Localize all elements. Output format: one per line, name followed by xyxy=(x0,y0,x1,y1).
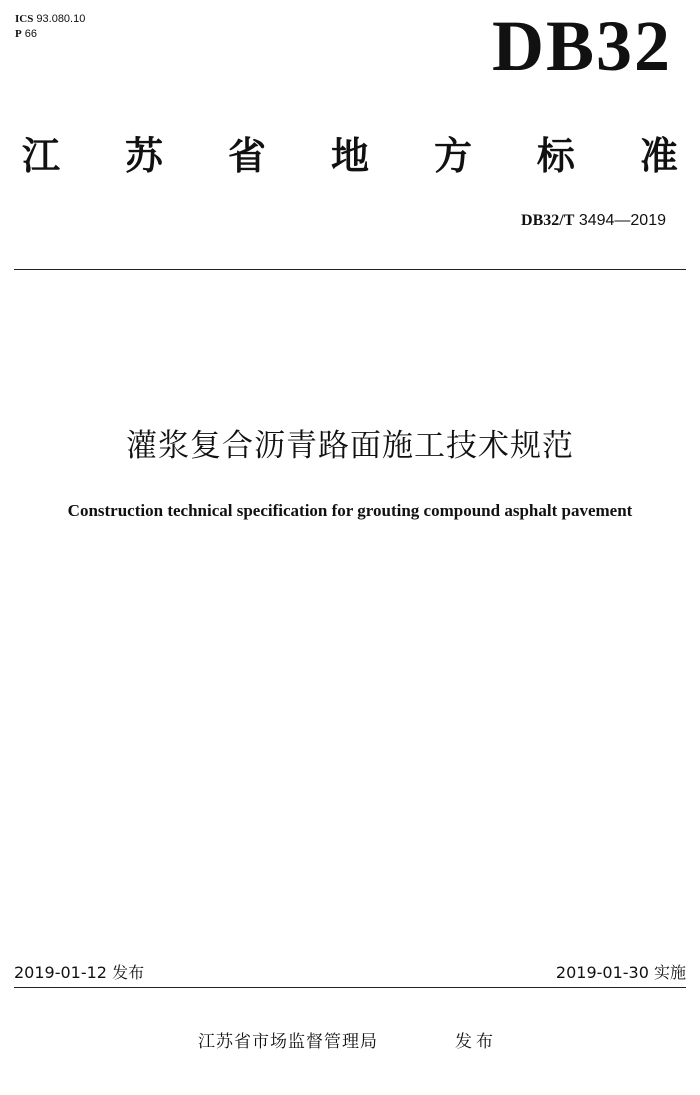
standard-number-prefix: DB32/T xyxy=(521,212,575,229)
standard-type-char: 江 xyxy=(22,134,61,178)
english-title: Construction technical specification for grouting compound asphalt pavement xyxy=(67,501,633,520)
standard-type-char: 苏 xyxy=(124,134,163,178)
db32-logo: DB32 xyxy=(491,6,672,86)
ccs-label: P xyxy=(15,28,22,40)
standard-number xyxy=(521,210,666,232)
chinese-title: 灌浆复合沥青路面施工技术规范 xyxy=(126,428,574,464)
ccs-line xyxy=(15,27,85,42)
top-divider xyxy=(14,269,686,270)
ics-code: 93.080.10 xyxy=(36,13,86,25)
ics-line xyxy=(15,12,85,27)
standard-type-char: 标 xyxy=(536,134,575,178)
standard-type-char: 省 xyxy=(227,134,266,178)
standard-type-char: 地 xyxy=(330,134,369,178)
implementation-date: 2019-01-30 实施 xyxy=(555,963,686,982)
standard-type-char: 方 xyxy=(433,134,472,178)
ics-label: ICS xyxy=(15,13,34,25)
bottom-divider xyxy=(14,987,686,988)
standard-type-char: 准 xyxy=(639,134,678,178)
issue-date: 2019-01-12 发布 xyxy=(14,963,145,982)
issuing-authority: 江苏省市场监督管理局 xyxy=(198,1032,378,1052)
ccs-code: 66 xyxy=(24,28,38,40)
ics-classification xyxy=(15,12,85,42)
publish-label: 发布 xyxy=(455,1032,497,1052)
standard-type-heading xyxy=(22,132,678,180)
standard-number-value: 3494—2019 xyxy=(578,212,666,229)
